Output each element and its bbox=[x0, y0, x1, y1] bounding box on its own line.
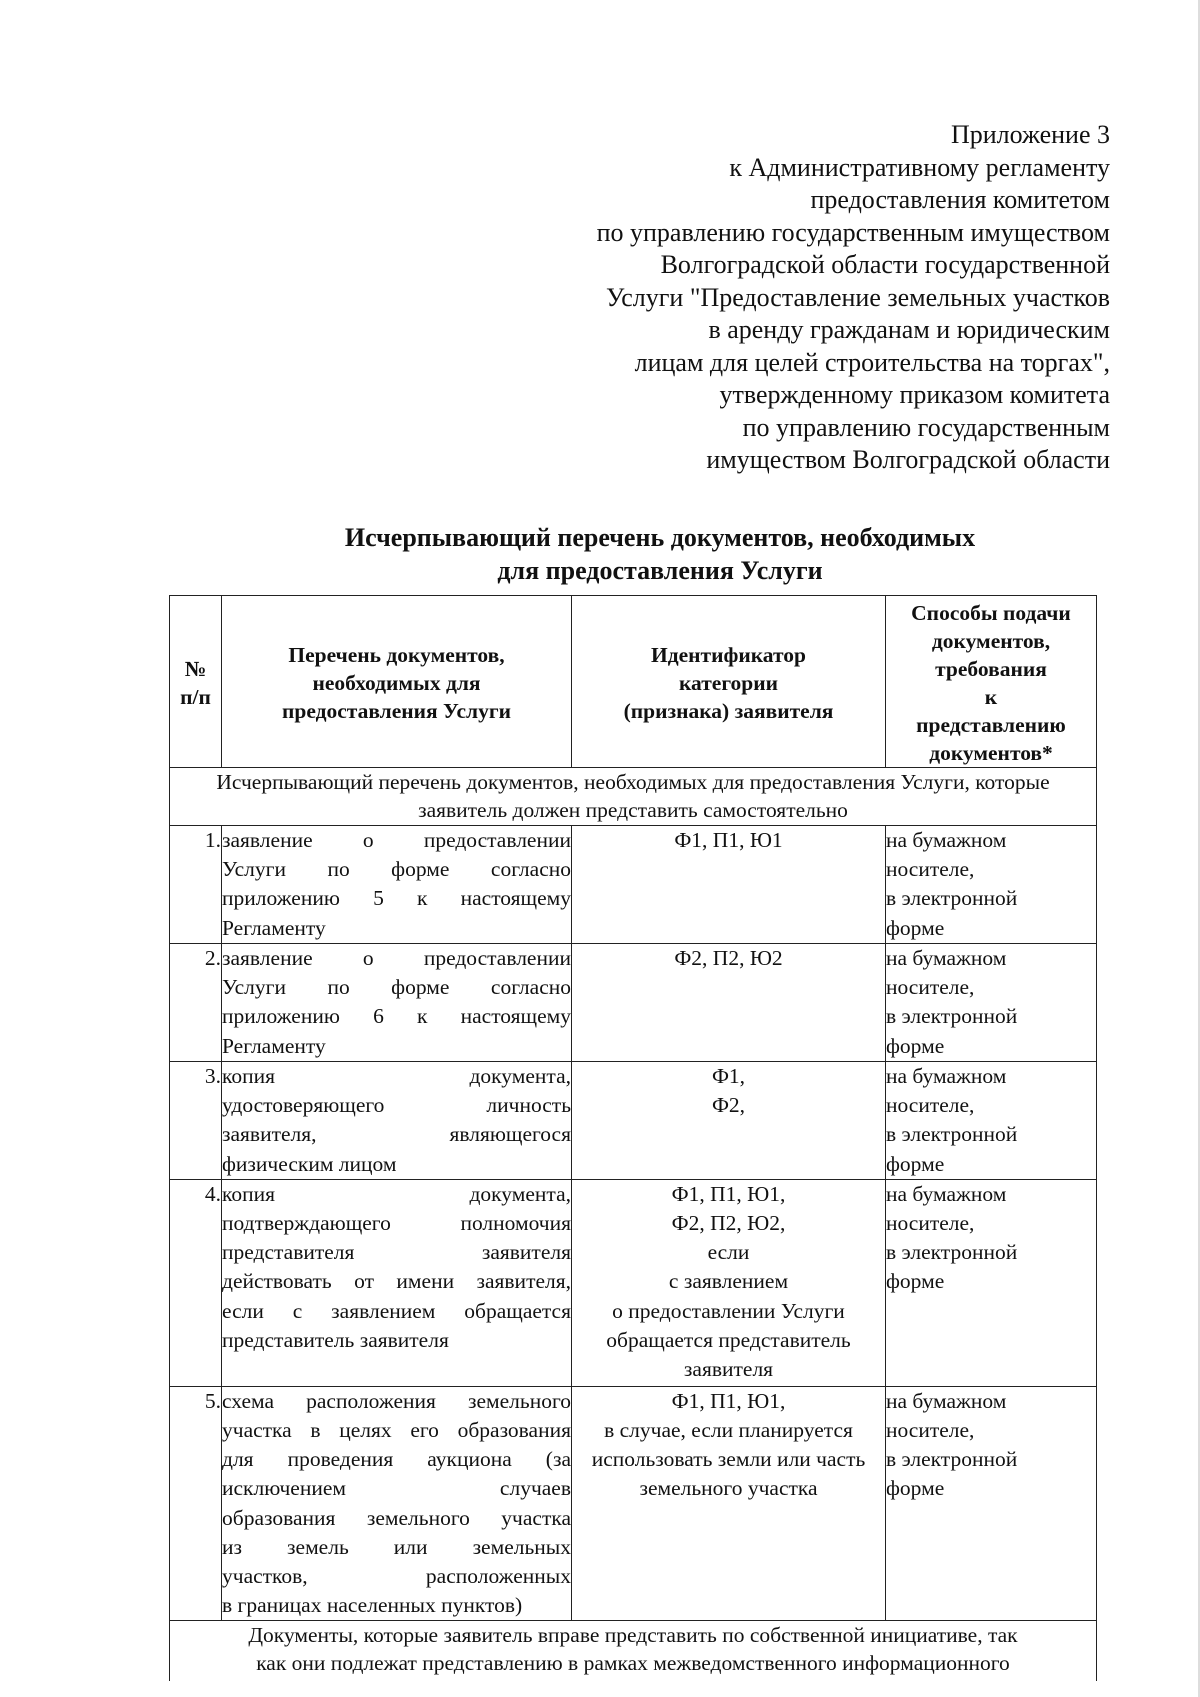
row-number: 1. bbox=[170, 826, 222, 944]
text-line: копия документа, bbox=[222, 1181, 571, 1206]
document-name bbox=[222, 1062, 572, 1180]
column-header-list bbox=[222, 596, 572, 768]
applicant-category bbox=[572, 1386, 886, 1621]
text-line: (признака) заявителя bbox=[623, 699, 834, 723]
submission-method bbox=[886, 944, 1097, 1062]
header-line: утвержденному приказом комитета bbox=[719, 380, 1110, 409]
text-line: обращается представитель bbox=[606, 1327, 851, 1352]
text-line: заявителя bbox=[683, 1357, 774, 1382]
text-line: представлению документов* bbox=[916, 713, 1066, 765]
section-row bbox=[170, 768, 1097, 826]
text-line: заявление о предоставлении bbox=[222, 828, 571, 852]
text-line: с заявлением bbox=[668, 1269, 789, 1294]
text-line: Ф1, bbox=[711, 1064, 746, 1088]
title-line: Исчерпывающий перечень документов, необходимых bbox=[344, 523, 976, 552]
text-line: если bbox=[707, 1240, 750, 1265]
text-line: в электронной bbox=[886, 1240, 1018, 1265]
header-line: по управлению государственным имуществом bbox=[596, 217, 1110, 247]
text-line: документов, bbox=[931, 629, 1051, 653]
header-line: Волгоградской области государственной bbox=[660, 250, 1110, 279]
text-line: форме bbox=[886, 1476, 945, 1501]
text-line: на бумажном bbox=[886, 1388, 1007, 1413]
text-line: Ф2, bbox=[711, 1093, 746, 1118]
section-heading bbox=[170, 768, 1097, 826]
text-line: использовать земли или часть bbox=[591, 1447, 866, 1472]
header-line: Приложение 3 bbox=[950, 120, 1110, 149]
text-line: Исчерпывающий перечень документов, необходимых для предоставления Услуги, которые bbox=[216, 770, 1050, 794]
text-line: носителе, bbox=[886, 975, 975, 1000]
document-name bbox=[222, 944, 572, 1062]
header-line: предоставления комитетом bbox=[810, 185, 1110, 214]
header-line: имуществом Волгоградской области bbox=[706, 445, 1110, 474]
table-row bbox=[170, 1386, 1097, 1621]
table-row bbox=[170, 944, 1097, 1062]
text-line: Ф1, П1, Ю1, bbox=[671, 1388, 786, 1413]
text-line: носителе, bbox=[886, 857, 975, 882]
text-line: Идентификатор bbox=[651, 643, 806, 667]
text-line: участка в целях его образования bbox=[222, 1418, 571, 1443]
text-line: заявителя, являющегося bbox=[222, 1122, 571, 1147]
applicant-category bbox=[572, 1179, 886, 1386]
text-line: в электронной bbox=[886, 1122, 1018, 1147]
text-line: № bbox=[184, 657, 207, 681]
text-line: физическим лицом bbox=[222, 1151, 397, 1176]
applicant-category bbox=[572, 1062, 886, 1180]
text-line: Услуги по форме согласно bbox=[222, 857, 571, 882]
text-line: необходимых для bbox=[312, 671, 481, 695]
text-line: предоставления Услуги bbox=[281, 699, 512, 723]
text-line: Перечень документов, bbox=[288, 643, 505, 667]
table-body bbox=[170, 768, 1097, 1682]
text-line: форме bbox=[886, 1151, 945, 1176]
text-line: Услуги по форме согласно bbox=[222, 975, 571, 1000]
text-line: исключением случаев bbox=[222, 1476, 571, 1501]
text-line: в электронной bbox=[886, 1004, 1018, 1029]
header-line: к Административному регламенту bbox=[729, 152, 1110, 182]
table-header-row bbox=[170, 596, 1097, 768]
text-line: в электронной bbox=[886, 886, 1018, 911]
text-line: Регламенту bbox=[222, 1033, 326, 1058]
text-line: схема расположения земельного bbox=[222, 1388, 571, 1413]
applicant-category bbox=[572, 944, 886, 1062]
text-line: п/п bbox=[180, 685, 211, 709]
text-line: Ф2, П2, Ю2 bbox=[674, 946, 783, 970]
row-number: 3. bbox=[170, 1062, 222, 1180]
appendix-header bbox=[390, 119, 1110, 477]
text-line: участков, расположенных bbox=[222, 1564, 571, 1589]
table-row bbox=[170, 1062, 1097, 1180]
column-header-method bbox=[886, 596, 1097, 768]
text-line: Ф1, П1, Ю1 bbox=[674, 828, 783, 852]
text-line: требования bbox=[935, 657, 1047, 681]
submission-method bbox=[886, 1386, 1097, 1621]
text-line: удостоверяющего личность bbox=[222, 1093, 571, 1118]
text-line: Документы, которые заявитель вправе представить по собственной инициативе, так bbox=[248, 1623, 1018, 1648]
text-line: земельного участка bbox=[639, 1476, 818, 1501]
header-line: лицам для целей строительства на торгах", bbox=[634, 347, 1110, 377]
text-line: заявитель должен представить самостоятельно bbox=[418, 798, 848, 822]
text-line: к bbox=[984, 685, 998, 709]
title-line: для предоставления Услуги bbox=[497, 556, 823, 585]
text-line: приложению 5 к настоящему bbox=[222, 886, 571, 911]
column-header-ident bbox=[572, 596, 886, 768]
text-line: Ф2, П2, Ю2, bbox=[671, 1211, 786, 1236]
header-line: в аренду гражданам и юридическим bbox=[708, 315, 1110, 344]
text-line: копия документа, bbox=[222, 1064, 571, 1088]
row-number: 4. bbox=[170, 1179, 222, 1386]
text-line: представитель заявителя bbox=[222, 1327, 449, 1352]
text-line: заявление о предоставлении bbox=[222, 946, 571, 970]
text-line: для проведения аукциона (за bbox=[222, 1447, 571, 1472]
column-header-num bbox=[170, 596, 222, 768]
document-name bbox=[222, 826, 572, 944]
text-line: как они подлежат представлению в рамках межведомственного информационного bbox=[256, 1651, 1010, 1676]
text-line: носителе, bbox=[886, 1211, 975, 1236]
document-title bbox=[160, 521, 1160, 587]
text-line: в случае, если планируется bbox=[604, 1418, 853, 1443]
header-line: по управлению государственным bbox=[742, 412, 1110, 442]
text-line: носителе, bbox=[886, 1093, 975, 1118]
applicant-category bbox=[572, 826, 886, 944]
text-line: если с заявлением обращается bbox=[222, 1298, 571, 1323]
text-line: действовать от имени заявителя, bbox=[222, 1269, 571, 1294]
text-line: в границах населенных пунктов) bbox=[222, 1593, 523, 1618]
text-line: Способы подачи bbox=[911, 601, 1071, 625]
submission-method bbox=[886, 1179, 1097, 1386]
text-line: из земель или земельных bbox=[222, 1534, 571, 1559]
header-line: Услуги "Предоставление земельных участков bbox=[605, 282, 1110, 312]
document-name bbox=[222, 1386, 572, 1621]
text-line: Регламенту bbox=[222, 915, 326, 940]
documents-table bbox=[169, 595, 1097, 1681]
document-name bbox=[222, 1179, 572, 1386]
table-row bbox=[170, 1179, 1097, 1386]
text-line: подтверждающего полномочия bbox=[222, 1211, 571, 1236]
text-line: представителя заявителя bbox=[222, 1240, 571, 1265]
text-line: образования земельного участка bbox=[222, 1505, 571, 1530]
text-line: носителе, bbox=[886, 1418, 975, 1443]
section-heading bbox=[170, 1621, 1097, 1682]
text-line: на бумажном bbox=[886, 1064, 1007, 1088]
row-number: 5. bbox=[170, 1386, 222, 1621]
text-line: приложению 6 к настоящему bbox=[222, 1004, 571, 1029]
text-line: на бумажном bbox=[886, 946, 1007, 970]
text-line: на бумажном bbox=[886, 1181, 1007, 1206]
row-number: 2. bbox=[170, 944, 222, 1062]
text-line: форме bbox=[886, 1269, 945, 1294]
text-line: Ф1, П1, Ю1, bbox=[671, 1181, 786, 1206]
text-line: в электронной bbox=[886, 1447, 1018, 1472]
table-row bbox=[170, 826, 1097, 944]
section-row bbox=[170, 1621, 1097, 1682]
submission-method bbox=[886, 1062, 1097, 1180]
submission-method bbox=[886, 826, 1097, 944]
text-line: форме bbox=[886, 1033, 945, 1058]
text-line: о предоставлении Услуги bbox=[612, 1298, 845, 1323]
text-line: на бумажном bbox=[886, 828, 1007, 852]
text-line: форме bbox=[886, 915, 945, 940]
text-line: категории bbox=[678, 671, 779, 695]
